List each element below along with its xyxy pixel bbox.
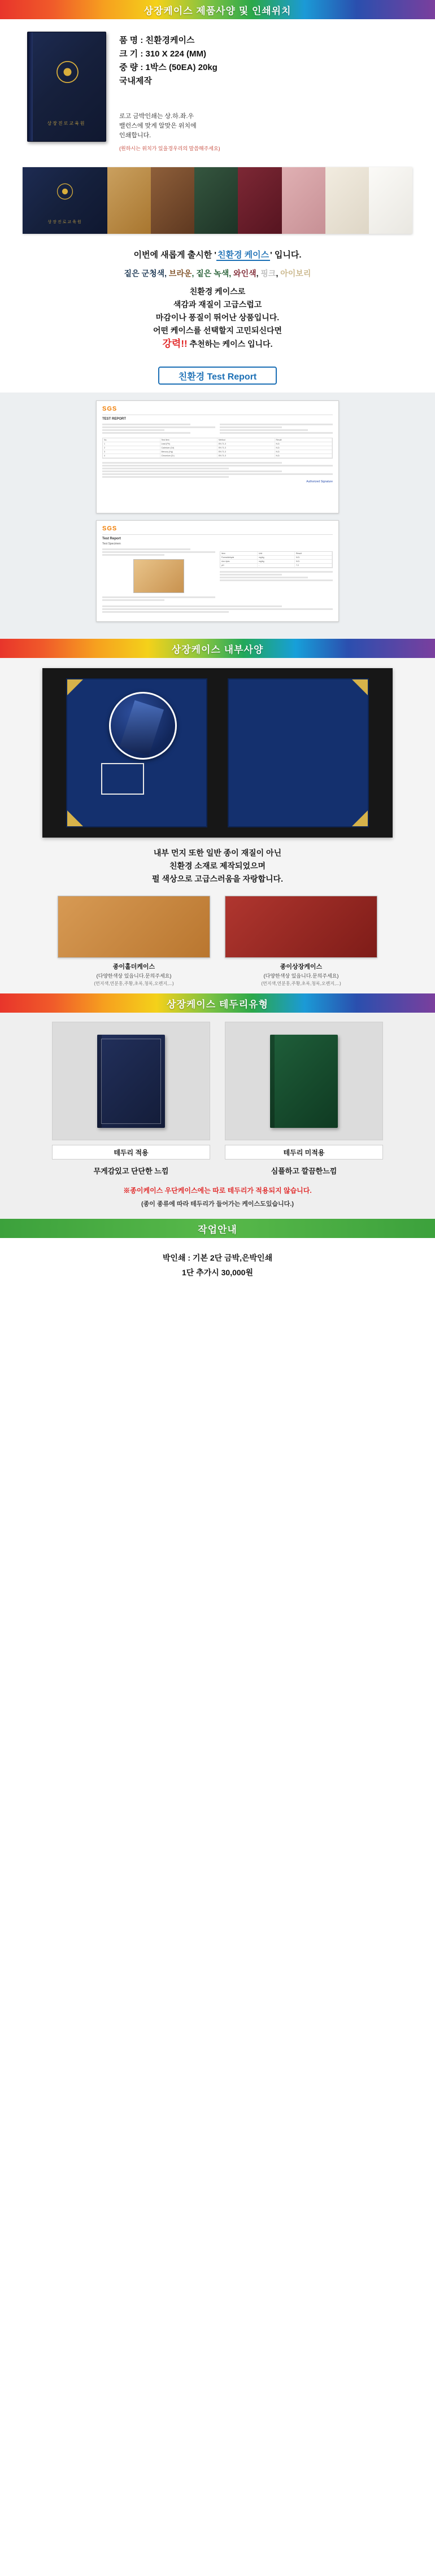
report-sheet-1 bbox=[96, 400, 339, 513]
inner-text-3: 펄 색상으로 고급스러움을 자랑합니다. bbox=[152, 874, 283, 883]
gold-emblem-icon: ⦿ bbox=[55, 59, 80, 88]
swatch-white bbox=[369, 167, 412, 234]
cell: N.D. bbox=[275, 442, 333, 446]
cell: N.D. bbox=[295, 560, 332, 563]
inner-panel-right bbox=[228, 678, 369, 827]
sgs-logo-1: SGS bbox=[102, 406, 118, 412]
cell: N.D. bbox=[275, 454, 333, 457]
intro-l1-highlight: 친환경 케이스 bbox=[218, 250, 269, 260]
cell: EN 71-3 bbox=[218, 442, 275, 446]
cell: Azo dyes bbox=[220, 560, 258, 563]
border-note-sub: (종이 종류에 따라 테두리가 들어가는 케이스도있습니다.) bbox=[141, 1201, 294, 1208]
swatch-ivory bbox=[325, 167, 369, 234]
divider bbox=[102, 534, 333, 535]
print-position-note bbox=[119, 112, 412, 154]
color-sep-1: , bbox=[256, 269, 261, 278]
mini-case-navy bbox=[97, 1035, 165, 1128]
cell: Cadmium (Cd) bbox=[160, 446, 218, 450]
border-section bbox=[0, 1013, 435, 1219]
inner-section bbox=[0, 658, 435, 993]
border-option-applied bbox=[52, 1022, 210, 1176]
swatch-dark-green bbox=[194, 167, 238, 234]
section-title-spec: 상장케이스 제품사양 및 인쇄위치 bbox=[0, 0, 435, 19]
th-item2: Item bbox=[220, 552, 258, 555]
intro-color-list bbox=[11, 267, 424, 280]
spec-section bbox=[0, 19, 435, 159]
intro-l1-pre: 이번에 새롭게 출시한 ' bbox=[133, 250, 216, 260]
intro-line-4: 색감과 재질이 고급스럽고 bbox=[173, 300, 262, 309]
table-row bbox=[220, 564, 332, 568]
cell: mg/kg bbox=[258, 556, 295, 559]
report-meta-1 bbox=[102, 424, 333, 435]
border-label-none: 테두리 미적용 bbox=[225, 1145, 383, 1160]
color-swatch-strip bbox=[23, 167, 412, 234]
inner-case-photo bbox=[42, 668, 393, 838]
swatch-wine bbox=[238, 167, 281, 234]
guide-line-1: 박인쇄 : 기본 2단 금박,은박인쇄 bbox=[162, 1253, 273, 1262]
paper-sub-brown: (다양한색상 있읍니다.문의주세요) bbox=[96, 973, 172, 979]
cell: 4 bbox=[103, 454, 160, 457]
swatch-cover-text: 상장진로교육원 bbox=[47, 220, 82, 224]
product-image bbox=[23, 32, 110, 154]
corner-holder-tr bbox=[352, 679, 368, 695]
th-item: Test Item bbox=[160, 438, 218, 442]
cell: 7.2 bbox=[295, 564, 332, 567]
paper-sub2-red: (먼지색,연분홍,주황,초록,청록,오렌지,...) bbox=[261, 981, 341, 986]
inner-text-1: 내부 먼지 또한 일반 종이 재질이 아닌 bbox=[153, 848, 282, 857]
spec-line-weight: 중 량 : 1박스 (50EA) 20kg bbox=[119, 63, 218, 72]
report-title-1: TEST REPORT bbox=[102, 417, 127, 421]
report-title-2: Test Report bbox=[102, 537, 121, 541]
cell: - bbox=[258, 564, 295, 567]
guide-body bbox=[0, 1238, 435, 1297]
table-row bbox=[103, 446, 332, 450]
cell: EN 71-3 bbox=[218, 454, 275, 457]
paper-title-brown: 종이홀더케이스 bbox=[112, 964, 155, 970]
cell: N.D. bbox=[275, 450, 333, 454]
test-report-area bbox=[0, 393, 435, 639]
swatch-navy-cover bbox=[23, 167, 107, 234]
cell: 3 bbox=[103, 450, 160, 454]
swatch-brown bbox=[151, 167, 194, 234]
intro-l1-post: ' 입니다. bbox=[270, 250, 302, 260]
corner-holder-br bbox=[352, 810, 368, 826]
report-table-1 bbox=[102, 438, 333, 459]
swatch-gold bbox=[107, 167, 151, 234]
cell: EN 71-3 bbox=[218, 450, 275, 454]
intro-line-5: 마감이나 퐁질이 뛰어난 상품입니다. bbox=[155, 313, 280, 322]
sgs-logo-2: SGS bbox=[102, 525, 118, 532]
color-navy-label: 짙은 군청색, bbox=[124, 269, 169, 278]
inner-description bbox=[0, 838, 435, 893]
note-small: (원하시는 위치가 있을경우리의 말씀해주세요) bbox=[119, 146, 220, 151]
table-row bbox=[103, 454, 332, 458]
zoom-magnifier bbox=[109, 692, 177, 760]
table-row bbox=[220, 560, 332, 564]
table-row bbox=[103, 450, 332, 454]
th-no: No. bbox=[103, 438, 160, 442]
zoom-detail bbox=[120, 700, 164, 756]
color-sep-2: , bbox=[276, 269, 281, 278]
specimen-photo bbox=[133, 559, 184, 593]
paper-sub2-brown: (먼지색,연분홍,주황,초록,청록,오렌지,...) bbox=[94, 981, 174, 986]
th-method: Method bbox=[218, 438, 275, 442]
cell: mg/kg bbox=[258, 560, 295, 563]
cell: 2 bbox=[103, 446, 160, 450]
color-pink-label: 핑크 bbox=[260, 269, 276, 278]
test-report-badge: 친환경 Test Report bbox=[158, 367, 277, 385]
table-header-row bbox=[220, 552, 332, 556]
table-row bbox=[220, 556, 332, 560]
note-line-1: 로고 금박인쇄는 상.하.좌.우 bbox=[119, 113, 194, 120]
cell: Chromium (Cr) bbox=[160, 454, 218, 457]
table-row bbox=[103, 442, 332, 446]
th-unit2: Unit bbox=[258, 552, 295, 555]
th-result2: Result bbox=[295, 552, 332, 555]
border-note bbox=[0, 1176, 435, 1213]
intro-line-6: 어떤 케이스를 선택할지 고민되신다면 bbox=[153, 326, 282, 335]
color-green-label: , 짙은 녹색, bbox=[192, 269, 234, 278]
border-desc-applied: 무게감있고 단단한 느낌 bbox=[93, 1167, 169, 1175]
cell: N.D. bbox=[295, 556, 332, 559]
report-section-2: Test Specimen bbox=[102, 542, 121, 546]
cell: Formaldehyde bbox=[220, 556, 258, 559]
report-signature-1: Authorized Signature bbox=[306, 480, 333, 483]
corner-holder-tl bbox=[67, 679, 83, 695]
paper-sub-red: (다양한색상 있읍니다.문의주세요) bbox=[263, 973, 339, 979]
case-cover-navy bbox=[27, 32, 106, 142]
note-line-2: 밸런스에 맞게 알맞은 위치에 bbox=[119, 123, 197, 129]
report-sheet-2 bbox=[96, 520, 339, 622]
paper-sample-row bbox=[0, 893, 435, 990]
intro-strong: 강력!! bbox=[162, 338, 188, 349]
intro-strong-rest: 추천하는 케이스 입니다. bbox=[187, 339, 273, 348]
intro-line-3: 친환경 케이스로 bbox=[189, 287, 246, 296]
cell: pH bbox=[220, 564, 258, 567]
spec-line-origin: 국내제작 bbox=[119, 76, 152, 86]
note-line-3: 인쇄합니다. bbox=[119, 132, 151, 139]
cell: N.D. bbox=[275, 446, 333, 450]
report-table-2 bbox=[220, 551, 333, 568]
section-title-border: 상장케이스 테두리유형 bbox=[0, 993, 435, 1013]
paper-swatch-red bbox=[225, 896, 377, 958]
report-body-2 bbox=[102, 548, 333, 602]
paper-swatch-brown bbox=[58, 896, 210, 958]
spec-line-size: 크 기 : 310 X 224 (MM) bbox=[119, 49, 207, 59]
border-options-row bbox=[0, 1022, 435, 1176]
border-note-main: ※종이케이스 우단케이스에는 따로 테두리가 적용되지 않습니다. bbox=[123, 1187, 312, 1195]
border-edge-line bbox=[101, 1039, 161, 1124]
spec-line-name: 품 명 : 친환경케이스 bbox=[119, 36, 195, 45]
section-title-guide: 작업안내 bbox=[0, 1219, 435, 1238]
intro-line-7 bbox=[11, 337, 424, 351]
th-result: Result bbox=[275, 438, 333, 442]
table-header-row bbox=[103, 438, 332, 442]
border-option-none bbox=[225, 1022, 383, 1176]
intro-copy bbox=[0, 234, 435, 361]
cover-foil-text: 상장진로교육원 bbox=[47, 121, 86, 126]
intro-line-1 bbox=[11, 249, 424, 260]
cell: EN 71-3 bbox=[218, 446, 275, 450]
cell: Mercury (Hg) bbox=[160, 450, 218, 454]
color-brown-label: 브라운 bbox=[168, 269, 192, 278]
paper-title-red: 종이상장케이스 bbox=[280, 964, 323, 970]
spec-text-block bbox=[110, 32, 412, 154]
inner-text-2: 친환경 소재로 제작되었으며 bbox=[169, 861, 266, 870]
guide-line-2: 1단 추가시 30,000원 bbox=[181, 1268, 253, 1277]
mini-spine bbox=[270, 1035, 275, 1128]
border-label-applied: 테두리 적용 bbox=[52, 1145, 210, 1160]
swatch-pink bbox=[282, 167, 325, 234]
cell: Lead (Pb) bbox=[160, 442, 218, 446]
color-wine-label: 와인색 bbox=[233, 269, 256, 278]
paper-item-red bbox=[225, 896, 377, 987]
color-ivory-label: 아이보리 bbox=[280, 269, 311, 278]
mini-case-green bbox=[270, 1035, 338, 1128]
border-photo-green bbox=[225, 1022, 383, 1140]
zoom-target-box bbox=[101, 763, 144, 795]
section-title-inner: 상장케이스 내부사양 bbox=[0, 639, 435, 658]
border-photo-navy bbox=[52, 1022, 210, 1140]
swatch-emblem-icon: ⦿ bbox=[55, 182, 75, 203]
border-desc-none: 심플하고 깔끔한느낌 bbox=[271, 1167, 337, 1175]
cell: 1 bbox=[103, 442, 160, 446]
paper-item-brown bbox=[58, 896, 210, 987]
corner-holder-bl bbox=[67, 810, 83, 826]
